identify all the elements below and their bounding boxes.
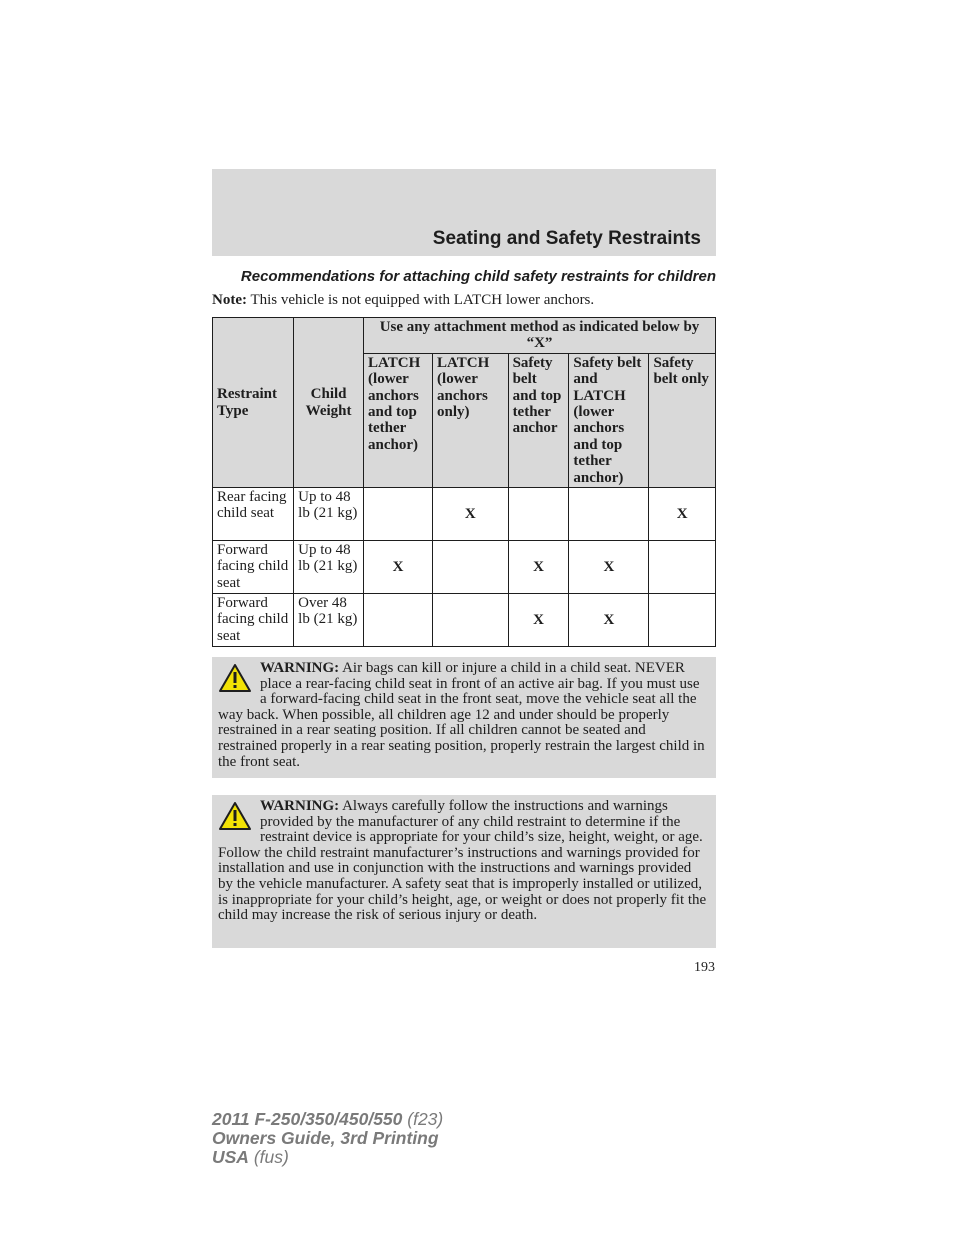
row-mark: X xyxy=(569,594,649,647)
table-row xyxy=(213,541,716,594)
row-mark: X xyxy=(508,541,569,594)
note-label: Note: xyxy=(212,292,247,308)
row-mark xyxy=(508,488,569,541)
row-mark xyxy=(569,488,649,541)
row-child-weight: Over 48 lb (21 kg) xyxy=(294,594,364,647)
warning-box-instructions xyxy=(212,795,716,948)
row-restraint-type: Forward facing child seat xyxy=(213,541,294,594)
child-restraint-table xyxy=(212,317,716,647)
row-child-weight: Up to 48 lb (21 kg) xyxy=(294,488,364,541)
footer-market-code: (fus) xyxy=(248,1147,289,1167)
footer-model: 2011 F-250/350/450/550 xyxy=(212,1109,403,1129)
row-restraint-type: Forward facing child seat xyxy=(213,594,294,647)
warning-text: Always carefully follow the instructions and warnings provided by the manufacturer of any child restraint to determine if the restraint device is appropriate for your child’s size, height, weight, or age. Follow the child restraint manufacturer’s instructions and warnings provided for installation and use in conjunction with the instructions and warnings provided by the vehicle manufacturer. A safety seat that is improperly installed or utilized, is inappropriate for your child’s height, age, or weight or does not properly fit the child may increase the risk of serious injury or death. xyxy=(218,798,707,924)
header-child-weight: Child Weight xyxy=(294,318,364,488)
footer-line-market xyxy=(212,1148,443,1167)
row-mark xyxy=(364,488,433,541)
row-mark: X xyxy=(649,488,716,541)
row-mark: X xyxy=(364,541,433,594)
header-restraint-type: Restraint Type xyxy=(213,318,294,488)
warning-label: WARNING: xyxy=(260,660,340,676)
row-mark xyxy=(649,594,716,647)
row-mark: X xyxy=(569,541,649,594)
section-title: Seating and Safety Restraints xyxy=(432,228,701,249)
subheading: Recommendations for attaching child safety restraints for children xyxy=(240,268,716,285)
warning-text: Air bags can kill or injure a child in a child seat. NEVER place a rear-facing child seat in front of an active air bag. If you must use a forward-facing child seat in the front seat, move the vehicle seat all the way back. When possible, all children age 12 and under should be properly restrained in a rear seating position. If all children cannot be seated and restrained properly in a rear seating position, properly restrain the largest child in the front seat. xyxy=(218,660,705,770)
note xyxy=(212,292,594,309)
header-method-belt-only: Safety belt only xyxy=(649,353,716,487)
row-mark xyxy=(364,594,433,647)
document-footer xyxy=(212,1110,443,1167)
warning-label: WARNING: xyxy=(260,798,340,814)
row-mark xyxy=(433,541,509,594)
row-mark xyxy=(433,594,509,647)
footer-model-code: (f23) xyxy=(402,1109,444,1129)
row-mark: X xyxy=(433,488,509,541)
footer-line-printing: Owners Guide, 3rd Printing xyxy=(212,1128,439,1148)
section-header-band xyxy=(212,169,716,256)
header-method-belt-latch: Safety belt and LATCH (lower anchors and top tether anchor) xyxy=(569,353,649,487)
header-method-latch-lower: LATCH (lower anchors only) xyxy=(433,353,509,487)
row-restraint-type: Rear facing child seat xyxy=(213,488,294,541)
warning-box-airbag xyxy=(212,657,716,778)
table-row xyxy=(213,594,716,647)
table-row xyxy=(213,488,716,541)
footer-line-model xyxy=(212,1110,443,1129)
header-method-belt-tether: Safety belt and top tether anchor xyxy=(508,353,569,487)
warning-triangle-icon xyxy=(218,801,252,831)
row-mark: X xyxy=(508,594,569,647)
header-method-latch-full: LATCH (lower anchors and top tether anchor) xyxy=(364,353,433,487)
note-text: This vehicle is not equipped with LATCH lower anchors. xyxy=(246,292,595,308)
header-attachment-group: Use any attachment method as indicated below by “X” xyxy=(364,318,716,354)
footer-market: USA xyxy=(212,1147,249,1167)
warning-triangle-icon xyxy=(218,663,252,693)
row-mark xyxy=(649,541,716,594)
page-number: 193 xyxy=(694,960,715,975)
row-child-weight: Up to 48 lb (21 kg) xyxy=(294,541,364,594)
